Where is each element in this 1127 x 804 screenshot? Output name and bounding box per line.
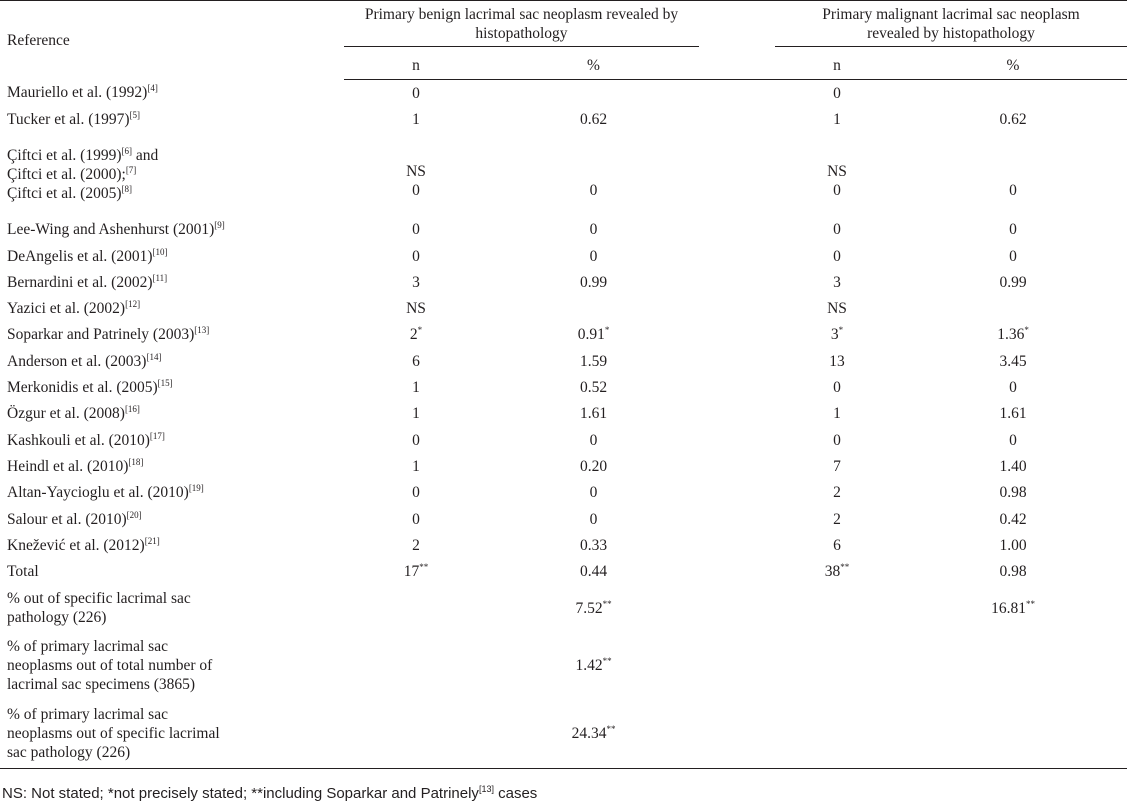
reference-line	[7, 146, 344, 165]
summary-label-cell	[0, 700, 344, 769]
malignant-n-cell	[775, 374, 899, 400]
reference-text: Yazici et al. (2002)	[7, 300, 126, 318]
benign-pct-value: 0	[589, 484, 598, 502]
reference-citation: [18]	[128, 456, 144, 467]
column-gap	[699, 632, 775, 700]
malignant-pct-cell	[899, 453, 1127, 479]
summary-label-line: lacrimal sac specimens (3865)	[7, 676, 196, 694]
reference-cell	[0, 480, 344, 506]
malignant-n-cell	[775, 427, 899, 453]
table-row	[0, 322, 1127, 348]
malignant-n-value: 0	[833, 84, 841, 102]
malignant-pct-cell	[899, 532, 1127, 558]
malignant-n-value: 13	[829, 352, 845, 370]
benign-pct-value: 0	[589, 247, 598, 265]
malignant-n-value: 0	[833, 221, 841, 239]
malignant-pct-cell-value: 0	[1009, 181, 1017, 199]
benign-pct-value: 0.44	[579, 563, 608, 581]
benign-pct-cell	[488, 348, 699, 374]
malignant-pct-cell	[899, 427, 1127, 453]
benign-n-cell	[344, 401, 488, 427]
malignant-pct-cell	[899, 295, 1127, 321]
malignant-n-cell	[775, 401, 899, 427]
benign-pct-cell	[488, 106, 699, 132]
benign-n-value: 2	[409, 326, 418, 344]
malignant-n-value: NS	[827, 300, 847, 318]
malignant-n-cell	[775, 506, 899, 532]
reference-cell	[0, 558, 344, 584]
table-row	[0, 217, 1127, 243]
benign-pct-cell	[488, 532, 699, 558]
malignant-n-cell	[775, 217, 899, 243]
reference-text: Çiftci et al. (1999)	[7, 147, 122, 165]
benign-n-header: n	[344, 51, 488, 80]
reference-citation: [12]	[125, 298, 141, 309]
benign-n-cell	[344, 374, 488, 400]
benign-n-cell	[344, 480, 488, 506]
reference-citation: [19]	[188, 483, 204, 494]
malignant-pct-cell	[899, 506, 1127, 532]
table-row	[0, 506, 1127, 532]
benign-n-value: 0	[412, 510, 420, 528]
malignant-n-cell-value: 0	[833, 181, 841, 199]
reference-citation: [17]	[149, 430, 165, 441]
reference-line	[7, 184, 344, 203]
benign-pct-value: 0	[589, 510, 598, 528]
benign-pct-mark: **	[602, 598, 612, 609]
benign-n-cell	[344, 243, 488, 269]
benign-pct-cell	[488, 133, 699, 217]
malignant-n-cell	[775, 558, 899, 584]
benign-pct-cell	[488, 585, 699, 632]
column-gap	[699, 453, 775, 479]
header-row-groups	[0, 1, 1127, 52]
reference-citation: [9]	[214, 220, 225, 231]
reference-citation: [13]	[194, 325, 210, 336]
malignant-n-value: 6	[833, 536, 841, 554]
benign-n-cell	[344, 269, 488, 295]
benign-n-cell	[344, 427, 488, 453]
malignant-pct-cell	[899, 348, 1127, 374]
reference-text: Merkonidis et al. (2005)	[7, 379, 158, 397]
column-gap	[699, 700, 775, 769]
benign-n-cell-value: NS	[406, 162, 426, 180]
malignant-n-mark: *	[838, 325, 844, 336]
benign-n-mark: **	[419, 561, 429, 572]
benign-pct-cell	[488, 269, 699, 295]
malignant-pct-value: 3.45	[999, 352, 1027, 370]
malignant-n-value: 2	[833, 484, 841, 502]
reference-cell	[0, 243, 344, 269]
footnote-text: NS: Not stated; *not precisely stated; **including Soparkar and Patrinely	[2, 785, 479, 802]
malignant-pct-value: 0.98	[999, 563, 1027, 581]
benign-n-cell	[344, 348, 488, 374]
benign-pct-cell	[488, 322, 699, 348]
malignant-pct-cell	[899, 585, 1127, 632]
benign-n-cell	[344, 700, 488, 769]
benign-n-value: 1	[412, 379, 420, 397]
column-gap	[699, 243, 775, 269]
table-row	[0, 348, 1127, 374]
malignant-pct-cell	[899, 322, 1127, 348]
malignant-pct-value: 0.42	[999, 510, 1027, 528]
reference-cell	[0, 374, 344, 400]
column-gap	[699, 374, 775, 400]
column-gap	[699, 133, 775, 217]
malignant-pct-value: 0	[1009, 379, 1017, 397]
malignant-pct-value: 0	[1009, 431, 1017, 449]
malignant-n-cell	[775, 295, 899, 321]
reference-cell	[0, 217, 344, 243]
benign-n-value: 6	[412, 352, 420, 370]
summary-label-line: neoplasms out of specific lacrimal	[7, 725, 220, 743]
benign-n-value: 1	[412, 457, 420, 475]
reference-citation: [11]	[152, 272, 168, 283]
benign-pct-value: 24.34	[571, 725, 607, 743]
benign-n-value: NS	[406, 300, 426, 318]
benign-pct-mark: *	[604, 325, 610, 336]
reference-cell	[0, 453, 344, 479]
malignant-pct-value: 16.81	[991, 599, 1026, 617]
malignant-n-cell-value: NS	[827, 162, 847, 180]
table-row	[0, 558, 1127, 584]
malignant-pct-value: 0.98	[999, 484, 1027, 502]
reference-cell	[0, 133, 344, 217]
column-gap	[699, 322, 775, 348]
malignant-n-cell	[775, 133, 899, 217]
benign-n-value: 0	[412, 431, 420, 449]
column-gap	[699, 348, 775, 374]
benign-pct-mark: **	[602, 656, 612, 667]
malignant-n-cell	[775, 453, 899, 479]
column-gap	[699, 80, 775, 107]
table-body	[0, 80, 1127, 769]
malignant-n-header: n	[775, 51, 899, 80]
benign-pct-cell	[488, 480, 699, 506]
benign-pct-value: 0	[589, 221, 598, 239]
malignant-pct-mark: **	[1025, 598, 1035, 609]
summary-label-line: pathology (226)	[7, 609, 107, 627]
reference-cell	[0, 532, 344, 558]
malignant-n-mark: **	[840, 561, 850, 572]
benign-n-cell	[344, 295, 488, 321]
benign-n-value: 2	[412, 536, 420, 554]
reference-citation: [10]	[152, 246, 168, 257]
reference-header: Reference	[0, 1, 344, 80]
benign-pct-cell	[488, 401, 699, 427]
malignant-pct-cell	[899, 558, 1127, 584]
benign-n-cell	[344, 585, 488, 632]
benign-pct-value: 0.33	[579, 536, 608, 554]
benign-n-value: 0	[412, 84, 420, 102]
table-row	[0, 106, 1127, 132]
reference-text: Anderson et al. (2003)	[7, 352, 147, 370]
table-row	[0, 401, 1127, 427]
malignant-pct-value: 1.00	[999, 536, 1027, 554]
benign-pct-cell-value	[488, 162, 699, 181]
benign-n-cell	[344, 217, 488, 243]
reference-text: Mauriello et al. (1992)	[7, 84, 148, 102]
reference-text: and	[132, 147, 159, 165]
table-row	[0, 427, 1127, 453]
table-row	[0, 80, 1127, 107]
benign-n-cell	[344, 80, 488, 107]
reference-text: Lee-Wing and Ashenhurst (2001)	[7, 221, 215, 239]
reference-citation: [14]	[146, 351, 162, 362]
reference-citation: [6]	[121, 145, 132, 156]
reference-cell	[0, 348, 344, 374]
table-footnote	[2, 784, 537, 803]
column-gap	[699, 295, 775, 321]
reference-citation: [20]	[126, 509, 142, 520]
malignant-n-value: 2	[833, 510, 841, 528]
benign-n-cell	[344, 322, 488, 348]
malignant-n-cell	[775, 80, 899, 107]
benign-n-value: 0	[412, 221, 420, 239]
reference-cell	[0, 401, 344, 427]
column-gap	[699, 427, 775, 453]
benign-pct-value: 0.20	[579, 457, 608, 475]
malignant-pct-value: 1.40	[999, 457, 1027, 475]
table-row	[0, 295, 1127, 321]
reference-citation: [16]	[124, 404, 140, 415]
column-gap	[699, 401, 775, 427]
reference-text: Bernardini et al. (2002)	[7, 273, 153, 291]
reference-text: Heindl et al. (2010)	[7, 457, 129, 475]
benign-pct-value: 0.99	[579, 273, 608, 291]
malignant-pct-cell	[899, 243, 1127, 269]
reference-citation: [21]	[144, 535, 160, 546]
benign-pct-cell	[488, 80, 699, 107]
summary-row	[0, 700, 1127, 769]
column-gap	[699, 217, 775, 243]
benign-pct-cell	[488, 558, 699, 584]
malignant-pct-value: 0	[1009, 221, 1017, 239]
reference-text: Çiftci et al. (2000);	[7, 166, 126, 184]
malignant-pct-value: 0	[1009, 247, 1017, 265]
reference-text: Kashkouli et al. (2010)	[7, 431, 150, 449]
malignant-pct-cell	[899, 374, 1127, 400]
malignant-n-value: 3	[833, 273, 841, 291]
reference-cell	[0, 80, 344, 107]
malignant-n-value: 0	[833, 247, 841, 265]
table-row	[0, 480, 1127, 506]
malignant-pct-cell	[899, 700, 1127, 769]
malignant-pct-cell	[899, 269, 1127, 295]
benign-n-value: 0	[412, 484, 420, 502]
benign-pct-value: 1.42	[575, 657, 603, 675]
malignant-n-value: 0	[833, 431, 841, 449]
reference-cell	[0, 106, 344, 132]
malignant-pct-cell	[899, 80, 1127, 107]
summary-label-line: % of primary lacrimal sac	[7, 638, 168, 656]
reference-cell	[0, 506, 344, 532]
benign-pct-value: 0.91	[577, 326, 605, 344]
malignant-n-cell	[775, 269, 899, 295]
reference-text: Çiftci et al. (2005)	[7, 185, 122, 203]
benign-n-value: 0	[412, 247, 420, 265]
summary-row	[0, 585, 1127, 632]
malignant-n-cell	[775, 532, 899, 558]
benign-group-header	[344, 1, 699, 52]
malignant-pct-cell	[899, 480, 1127, 506]
benign-pct-cell	[488, 700, 699, 769]
benign-n-value: 1	[412, 405, 420, 423]
reference-cell	[0, 269, 344, 295]
malignant-n-value: 3	[830, 326, 839, 344]
summary-label-cell	[0, 585, 344, 632]
benign-n-cell	[344, 506, 488, 532]
malignant-n-cell	[775, 585, 899, 632]
reference-citation: [8]	[121, 183, 132, 194]
reference-citation: [4]	[147, 83, 158, 94]
benign-n-cell	[344, 558, 488, 584]
column-gap	[699, 269, 775, 295]
malignant-pct-value: 0.62	[999, 110, 1027, 128]
benign-n-cell	[344, 133, 488, 217]
reference-cell	[0, 427, 344, 453]
malignant-n-value: 38	[824, 563, 841, 581]
reference-citation: [7]	[125, 164, 137, 175]
benign-n-cell	[344, 453, 488, 479]
benign-pct-value: 1.61	[579, 405, 608, 423]
malignant-n-value: 0	[833, 379, 841, 397]
summary-label-line: neoplasms out of total number of	[7, 657, 213, 675]
summary-label-cell	[0, 632, 344, 700]
malignant-pct-mark: *	[1024, 325, 1029, 336]
reference-text: Özgur et al. (2008)	[7, 405, 125, 423]
malignant-pct-cell	[899, 133, 1127, 217]
benign-pct-cell	[488, 427, 699, 453]
benign-pct-value: 0.62	[579, 110, 608, 128]
malignant-n-cell	[775, 322, 899, 348]
column-gap	[699, 480, 775, 506]
benign-n-mark: *	[417, 325, 423, 336]
summary-label-line: % out of specific lacrimal sac	[7, 590, 191, 608]
table-row	[0, 133, 1127, 217]
reference-text: Knežević et al. (2012)	[7, 536, 145, 554]
reference-text: Total	[7, 563, 39, 581]
summary-label-line: sac pathology (226)	[7, 744, 131, 762]
reference-text: Altan-Yaycioglu et al. (2010)	[7, 484, 189, 502]
malignant-n-value: 1	[833, 405, 841, 423]
summary-row	[0, 632, 1127, 700]
benign-pct-cell	[488, 243, 699, 269]
table-row	[0, 243, 1127, 269]
column-gap	[699, 585, 775, 632]
benign-pct-cell-value: 0	[589, 181, 598, 199]
malignant-pct-cell-value	[899, 162, 1127, 181]
malignant-n-value: 1	[833, 110, 841, 128]
malignant-pct-value: 1.61	[999, 405, 1027, 423]
footnote-tail: cases	[493, 785, 538, 802]
benign-pct-mark: **	[606, 724, 616, 735]
column-gap	[699, 506, 775, 532]
malignant-n-cell	[775, 632, 899, 700]
benign-pct-value: 7.52	[575, 599, 603, 617]
benign-pct-cell	[488, 632, 699, 700]
benign-pct-value: 0	[589, 431, 598, 449]
column-gap	[699, 532, 775, 558]
malignant-n-cell	[775, 480, 899, 506]
benign-pct-cell	[488, 374, 699, 400]
malignant-pct-cell	[899, 632, 1127, 700]
malignant-pct-cell	[899, 106, 1127, 132]
reference-citation: [15]	[157, 377, 173, 388]
malignant-pct-cell	[899, 217, 1127, 243]
column-gap	[699, 106, 775, 132]
benign-pct-cell	[488, 217, 699, 243]
reference-text: Salour et al. (2010)	[7, 510, 127, 528]
malignant-n-cell	[775, 106, 899, 132]
reference-citation: [5]	[129, 109, 141, 120]
benign-pct-value: 1.59	[579, 352, 608, 370]
malignant-n-value: 7	[833, 457, 841, 475]
benign-pct-cell	[488, 295, 699, 321]
benign-group-label: Primary benign lacrimal sac neoplasm revealed by histopathology	[344, 5, 699, 47]
table-row	[0, 453, 1127, 479]
malignant-group-header	[775, 1, 1127, 52]
malignant-n-cell	[775, 348, 899, 374]
reference-text: Soparkar and Patrinely (2003)	[7, 326, 195, 344]
benign-n-cell	[344, 532, 488, 558]
footnote-ref: [13]	[478, 784, 494, 794]
malignant-pct-cell	[899, 401, 1127, 427]
reference-text: DeAngelis et al. (2001)	[7, 247, 153, 265]
benign-n-cell	[344, 106, 488, 132]
benign-n-value: 1	[412, 110, 420, 128]
summary-label-line: % of primary lacrimal sac	[7, 706, 168, 724]
benign-pct-value: 0.52	[579, 379, 608, 397]
header-gap	[699, 51, 775, 80]
column-gap	[699, 558, 775, 584]
benign-n-cell	[344, 632, 488, 700]
reference-cell	[0, 322, 344, 348]
reference-cell	[0, 295, 344, 321]
table-row	[0, 269, 1127, 295]
benign-n-value: 3	[412, 273, 420, 291]
malignant-pct-value: 0.99	[999, 273, 1027, 291]
malignant-group-label: Primary malignant lacrimal sac neoplasm revealed by histopathology	[775, 5, 1127, 47]
table-row	[0, 374, 1127, 400]
benign-n-value: 17	[403, 563, 420, 581]
benign-pct-header: %	[488, 51, 699, 80]
malignant-pct-header: %	[899, 51, 1127, 80]
benign-pct-cell	[488, 506, 699, 532]
malignant-pct-value: 1.36	[997, 326, 1025, 344]
table-row	[0, 532, 1127, 558]
malignant-n-cell	[775, 700, 899, 769]
benign-pct-cell	[488, 453, 699, 479]
reference-line	[7, 165, 344, 184]
benign-n-cell-value: 0	[412, 181, 420, 199]
reference-text: Tucker et al. (1997)	[7, 110, 130, 128]
malignant-n-cell	[775, 243, 899, 269]
header-gap	[699, 1, 775, 52]
